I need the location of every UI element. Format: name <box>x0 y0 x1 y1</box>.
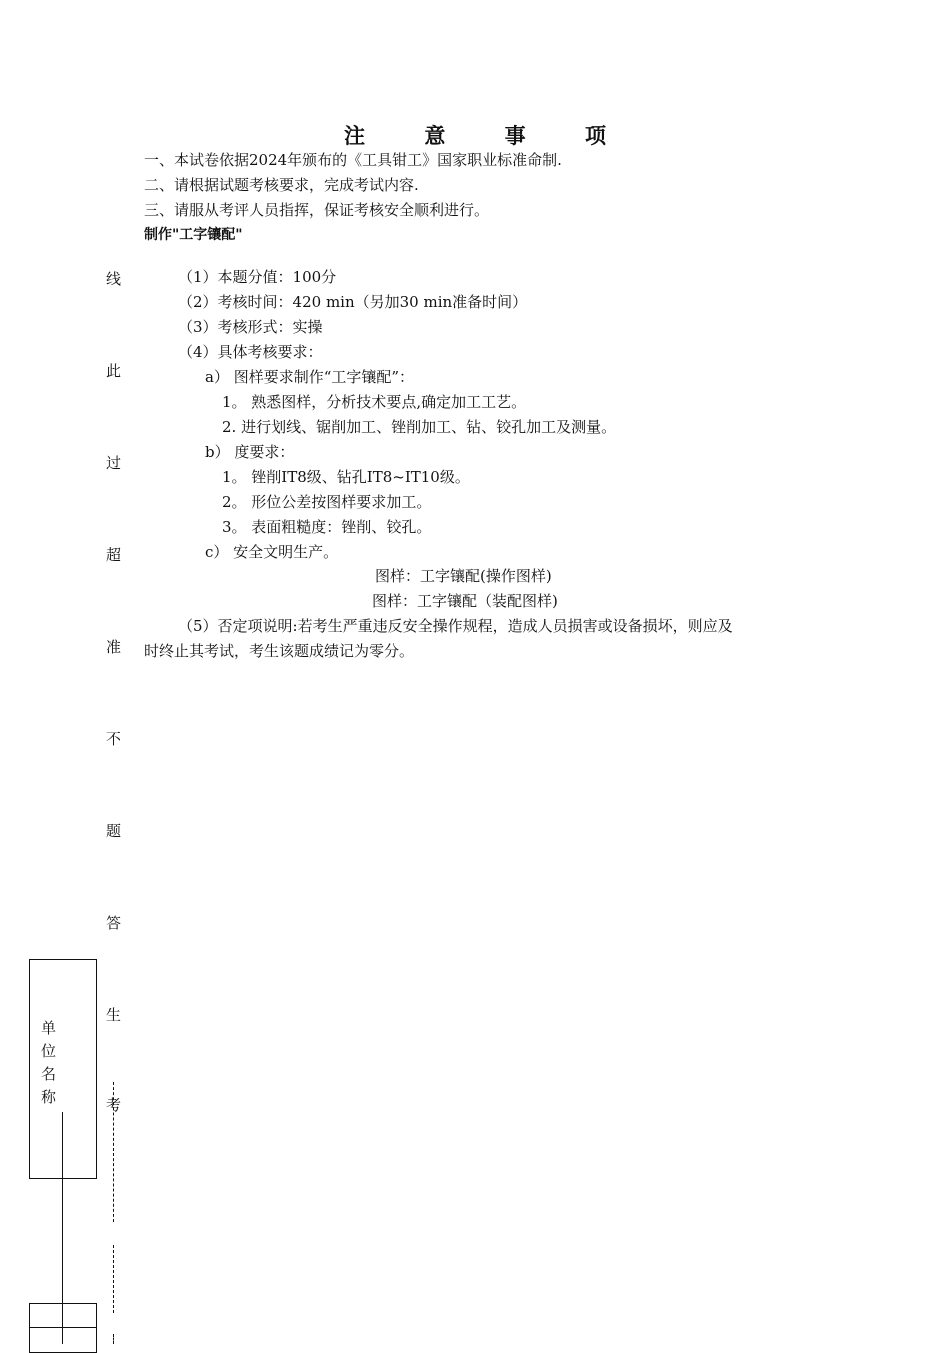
figure-caption-operation: 图样：工字镶配(操作图样) <box>375 567 552 585</box>
margin-char: 生 <box>106 1006 122 1024</box>
item-b1: 1。 锉削IT8级、钻孔IT8~IT10级。 <box>222 468 470 486</box>
notice-3: 三、请服从考评人员指挥，保证考核安全顺利进行。 <box>144 201 490 219</box>
item-a1: 1。 熟悉图样，分析技术要点,确定加工工艺。 <box>222 393 527 411</box>
item-a2: 2. 进行划线、锯削加工、锉削加工、钻、铰孔加工及测量。 <box>222 418 617 436</box>
figure-caption-assembly: 图样：工字镶配（装配图样) <box>372 592 558 610</box>
lower-box <box>29 1303 97 1353</box>
margin-char: 不 <box>106 730 122 748</box>
notice-2: 二、请根据试题考核要求，完成考试内容. <box>144 176 419 194</box>
lower-box-divider <box>29 1327 97 1328</box>
item-form: （3）考核形式：实操 <box>178 318 323 336</box>
binding-dashed-line <box>113 1082 114 1222</box>
margin-char: 线 <box>106 270 122 288</box>
item-requirements: （4）具体考核要求： <box>178 343 323 361</box>
margin-char: 题 <box>106 822 122 840</box>
item-b3: 3。 表面粗糙度：锉削、铰孔。 <box>222 518 432 536</box>
item-c: c） 安全文明生产。 <box>205 543 339 561</box>
margin-char: 超 <box>106 546 122 564</box>
veto-line-2: 时终止其考试，考生该题成绩记为零分。 <box>144 642 415 660</box>
item-b2: 2。 形位公差按图样要求加工。 <box>222 493 432 511</box>
item-score: （1）本题分值：100分 <box>178 268 337 286</box>
item-time: （2）考核时间：420 min（另加30 min准备时间） <box>178 293 528 311</box>
task-title: 制作"工字镶配" <box>144 227 243 243</box>
item-a: a） 图样要求制作“工字镶配”： <box>205 368 415 386</box>
binding-dashed-line <box>113 1245 114 1313</box>
margin-char: 考 <box>106 1096 122 1114</box>
margin-char: 此 <box>106 362 122 380</box>
binding-dashed-line <box>113 1334 114 1344</box>
page-title: 注 意 事 项 <box>344 123 632 148</box>
margin-char: 准 <box>106 638 122 656</box>
margin-char: 答 <box>106 914 122 932</box>
unit-name-label: 单位名称 <box>39 1020 57 1112</box>
item-b: b） 度要求： <box>205 443 295 461</box>
veto-line-1: （5）否定项说明:若考生严重违反安全操作规程，造成人员损害或设备损坏，则应及 <box>178 617 733 635</box>
notice-1: 一、本试卷依据2024年颁布的《工具钳工》国家职业标准命制. <box>144 151 562 169</box>
margin-char: 过 <box>106 454 122 472</box>
